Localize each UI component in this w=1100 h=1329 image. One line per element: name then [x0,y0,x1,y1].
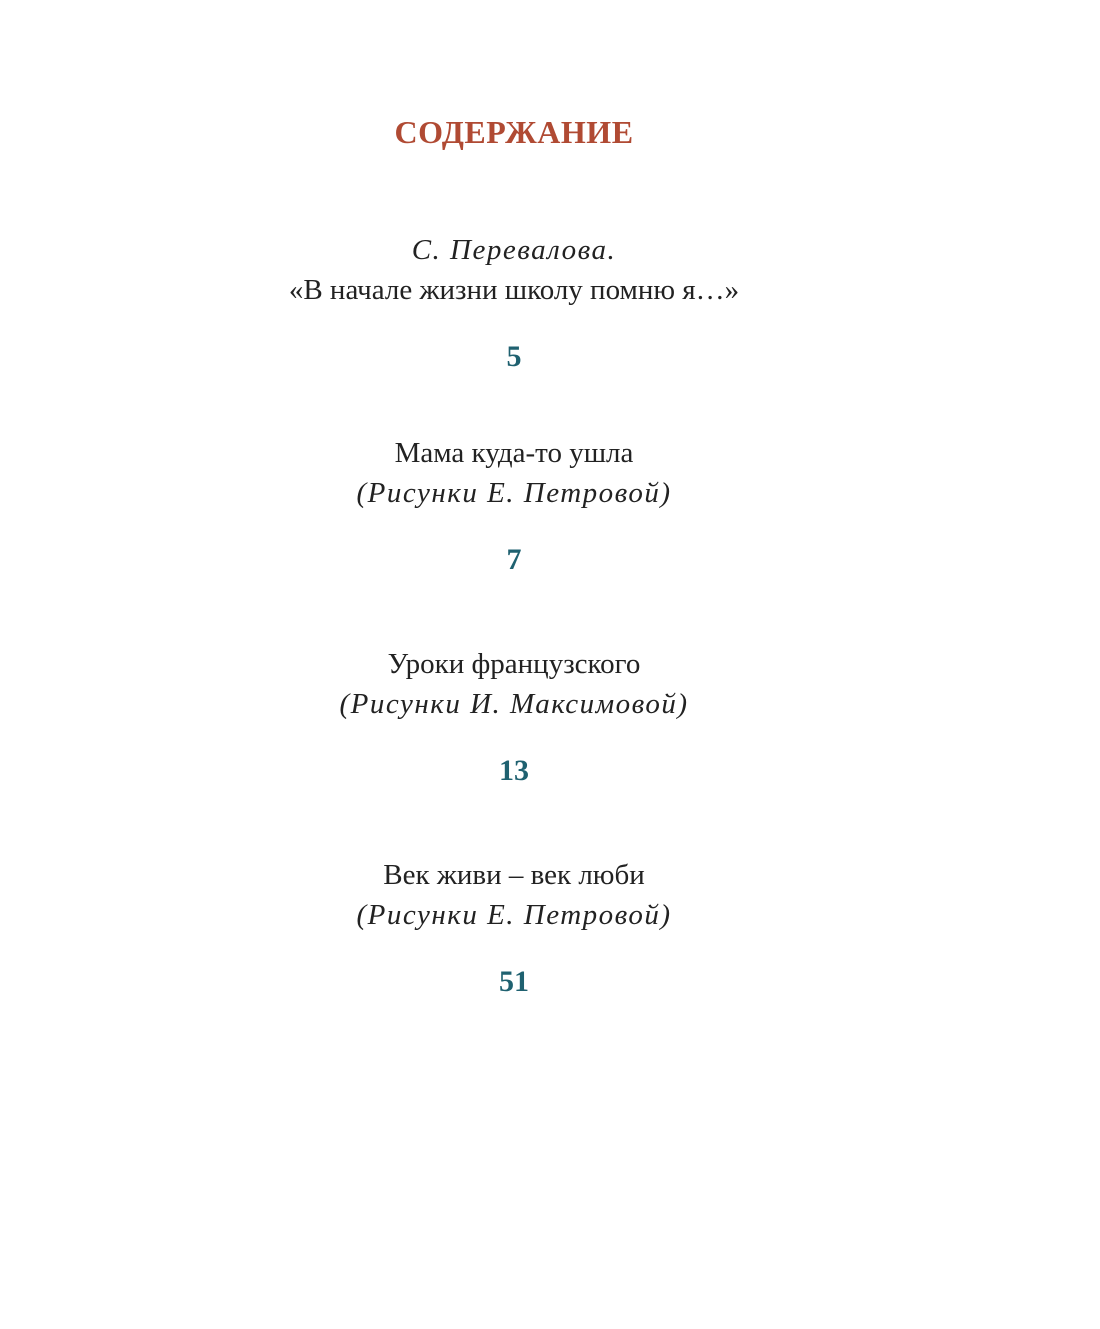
toc-entry[interactable] [0,433,1028,578]
entry-page-number[interactable]: 51 [499,965,529,998]
entry-title: Мама куда-то ушла [394,437,634,469]
toc-entry[interactable] [0,855,1028,1000]
toc-entry[interactable] [0,230,1028,375]
entry-title: Век живи – век люби [383,859,645,891]
entry-title: «В начале жизни школу помню я…» [288,274,740,306]
entry-page-number[interactable]: 7 [506,543,522,576]
entry-illustrator: (Рисунки Е. Петровой) [356,899,672,931]
page-title: СОДЕРЖАНИЕ [394,114,634,150]
entry-illustrator: (Рисунки Е. Петровой) [356,477,672,509]
entry-title: Уроки французского [387,648,641,680]
toc-entry[interactable] [0,644,1028,789]
entry-author: С. Перевалова. [411,234,617,266]
entry-page-number[interactable]: 13 [499,754,529,787]
entry-page-number[interactable]: 5 [506,340,522,373]
entry-illustrator: (Рисунки И. Максимовой) [339,688,689,720]
